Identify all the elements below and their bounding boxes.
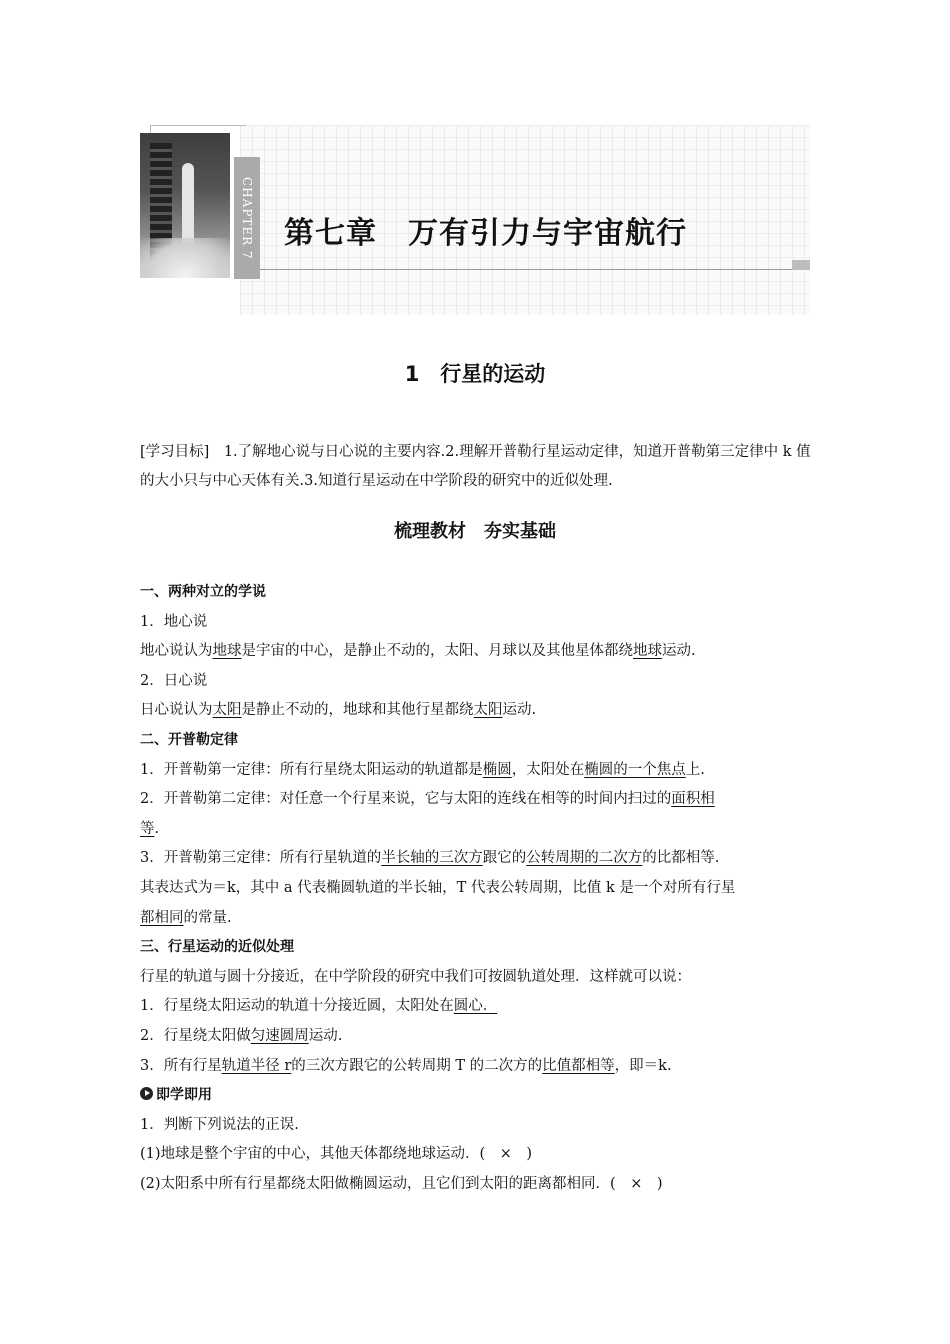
chapter-tab-label: CHAPTER 7 bbox=[240, 176, 254, 260]
item2-text: 日心说认为太阳是静止不动的，地球和其他行星都绕太阳运动. bbox=[140, 702, 537, 719]
practice-heading: 即学即用 bbox=[140, 1081, 812, 1111]
law2-text-cont: 等. bbox=[140, 820, 160, 837]
part2-heading: 二、开普勒定律 bbox=[140, 731, 238, 748]
law2-text: 2．开普勒第二定律：对任意一个行星来说，它与太阳的连线在相等的时间内扫过的面积相 bbox=[140, 791, 715, 808]
chapter-title: 第七章 万有引力与宇宙航行 bbox=[284, 216, 687, 251]
item1-title: 1．地心说 bbox=[140, 613, 208, 630]
goals-text: 1.了解地心说与日心说的主要内容.2.理解开普勒行星运动定律，知道开普勒第三定律中 k 值的大小只与中心天体有关.3.知道行星运动在中学阶段的研究中的近似处理. bbox=[140, 444, 811, 489]
practice-question-1: 1．判断下列说法的正误. bbox=[140, 1116, 299, 1133]
banner-accent-block bbox=[792, 260, 810, 270]
law3-expression: 其表达式为＝k，其中 a 代表椭圆轨道的半长轴，T 代表公转周期，比值 k 是一个对所有行星 bbox=[140, 879, 736, 896]
law3-text-cont: 都相同的常量. bbox=[140, 909, 232, 926]
approx-point-3: 3．所有行星轨道半径 r的三次方跟它的公转周期 T 的二次方的比值都相等，即＝k. bbox=[140, 1057, 672, 1074]
part1-heading: 一、两种对立的学说 bbox=[140, 584, 266, 600]
sub-heading: 梳理教材 夯实基础 bbox=[394, 521, 556, 542]
approx-point-2: 2．行星绕太阳做匀速圆周运动. bbox=[140, 1027, 343, 1044]
law3-text: 3．开普勒第三定律：所有行星轨道的半长轴的三次方跟它的公转周期的二次方的比都相等. bbox=[140, 850, 720, 867]
goals-label: [学习目标] bbox=[140, 444, 210, 460]
item1-text: 地心说认为地球是宇宙的中心，是静止不动的，太阳、月球以及其他星体都绕地球运动. bbox=[140, 643, 696, 660]
learning-goals bbox=[140, 438, 812, 496]
play-circle-icon bbox=[140, 1087, 153, 1100]
chapter-banner bbox=[140, 125, 810, 315]
section-title: 1 行星的运动 bbox=[404, 362, 546, 386]
approx-point-1: 1．行星绕太阳运动的轨道十分接近圆，太阳处在圆心． bbox=[140, 998, 498, 1015]
part3-intro: 行星的轨道与圆十分接近，在中学阶段的研究中我们可按圆轨道处理．这样就可以说： bbox=[140, 968, 691, 985]
part3-heading: 三、行星运动的近似处理 bbox=[140, 939, 294, 956]
rocket-launch-image bbox=[140, 133, 230, 278]
main-content bbox=[140, 578, 812, 1199]
practice-statement-2: (2)太阳系中所有行星都绕太阳做椭圆运动，且它们到太阳的距离都相同．( × ) bbox=[140, 1175, 663, 1192]
banner-divider bbox=[260, 269, 810, 270]
chapter-number-tab bbox=[234, 157, 260, 279]
practice-statement-1: (1)地球是整个宇宙的中心，其他天体都绕地球运动．( × ) bbox=[140, 1146, 533, 1163]
item2-title: 2．日心说 bbox=[140, 672, 208, 689]
law1-text: 1．开普勒第一定律：所有行星绕太阳运动的轨道都是椭圆，太阳处在椭圆的一个焦点上. bbox=[140, 761, 705, 778]
